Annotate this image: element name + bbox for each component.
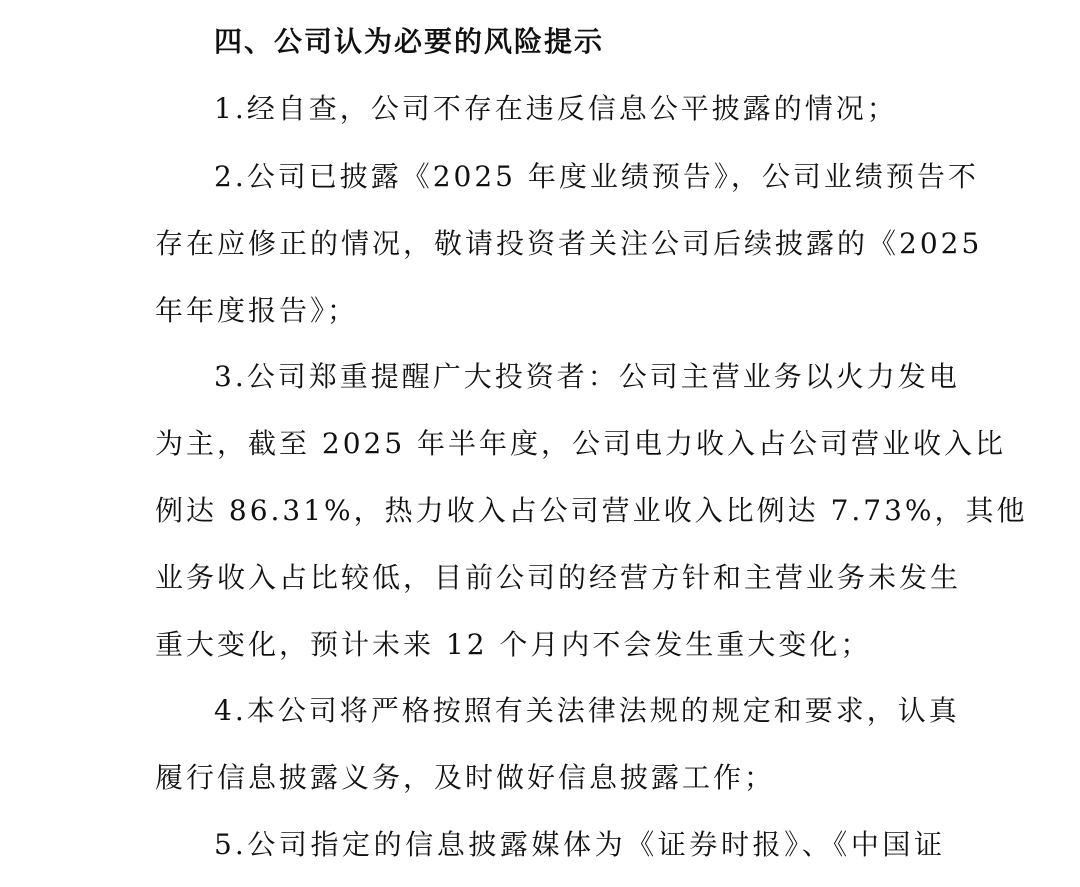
paragraph-line: 业务收入占比较低，目前公司的经营方针和主营业务未发生 — [155, 561, 962, 594]
paragraph-line: 存在应修正的情况，敬请投资者关注公司后续披露的《2025 — [155, 227, 983, 260]
paragraph-line: 重大变化，预计未来 12 个月内不会发生重大变化； — [155, 628, 872, 661]
paragraph-line: 年年度报告》； — [155, 294, 359, 327]
paragraph-line: 5.公司指定的信息披露媒体为《证券时报》、《中国证 — [214, 828, 945, 861]
paragraph-line: 为主，截至 2025 年半年度，公司电力收入占公司营业收入比 — [155, 427, 1007, 460]
paragraph-line: 4.本公司将严格按照有关法律法规的规定和要求，认真 — [214, 694, 960, 727]
paragraph-line: 3.公司郑重提醒广大投资者：公司主营业务以火力发电 — [214, 360, 960, 393]
paragraph-line: 1.经自查，公司不存在违反信息公平披露的情况； — [214, 92, 898, 125]
paragraph-line: 例达 86.31%，热力收入占公司营业收入比例达 7.73%，其他 — [155, 494, 1028, 527]
section-heading: 四、公司认为必要的风险提示 — [214, 25, 605, 58]
paragraph-line: 履行信息披露义务，及时做好信息披露工作； — [155, 761, 776, 794]
paragraph-line: 2.公司已披露《2025 年度业绩预告》，公司业绩预告不 — [214, 160, 979, 193]
